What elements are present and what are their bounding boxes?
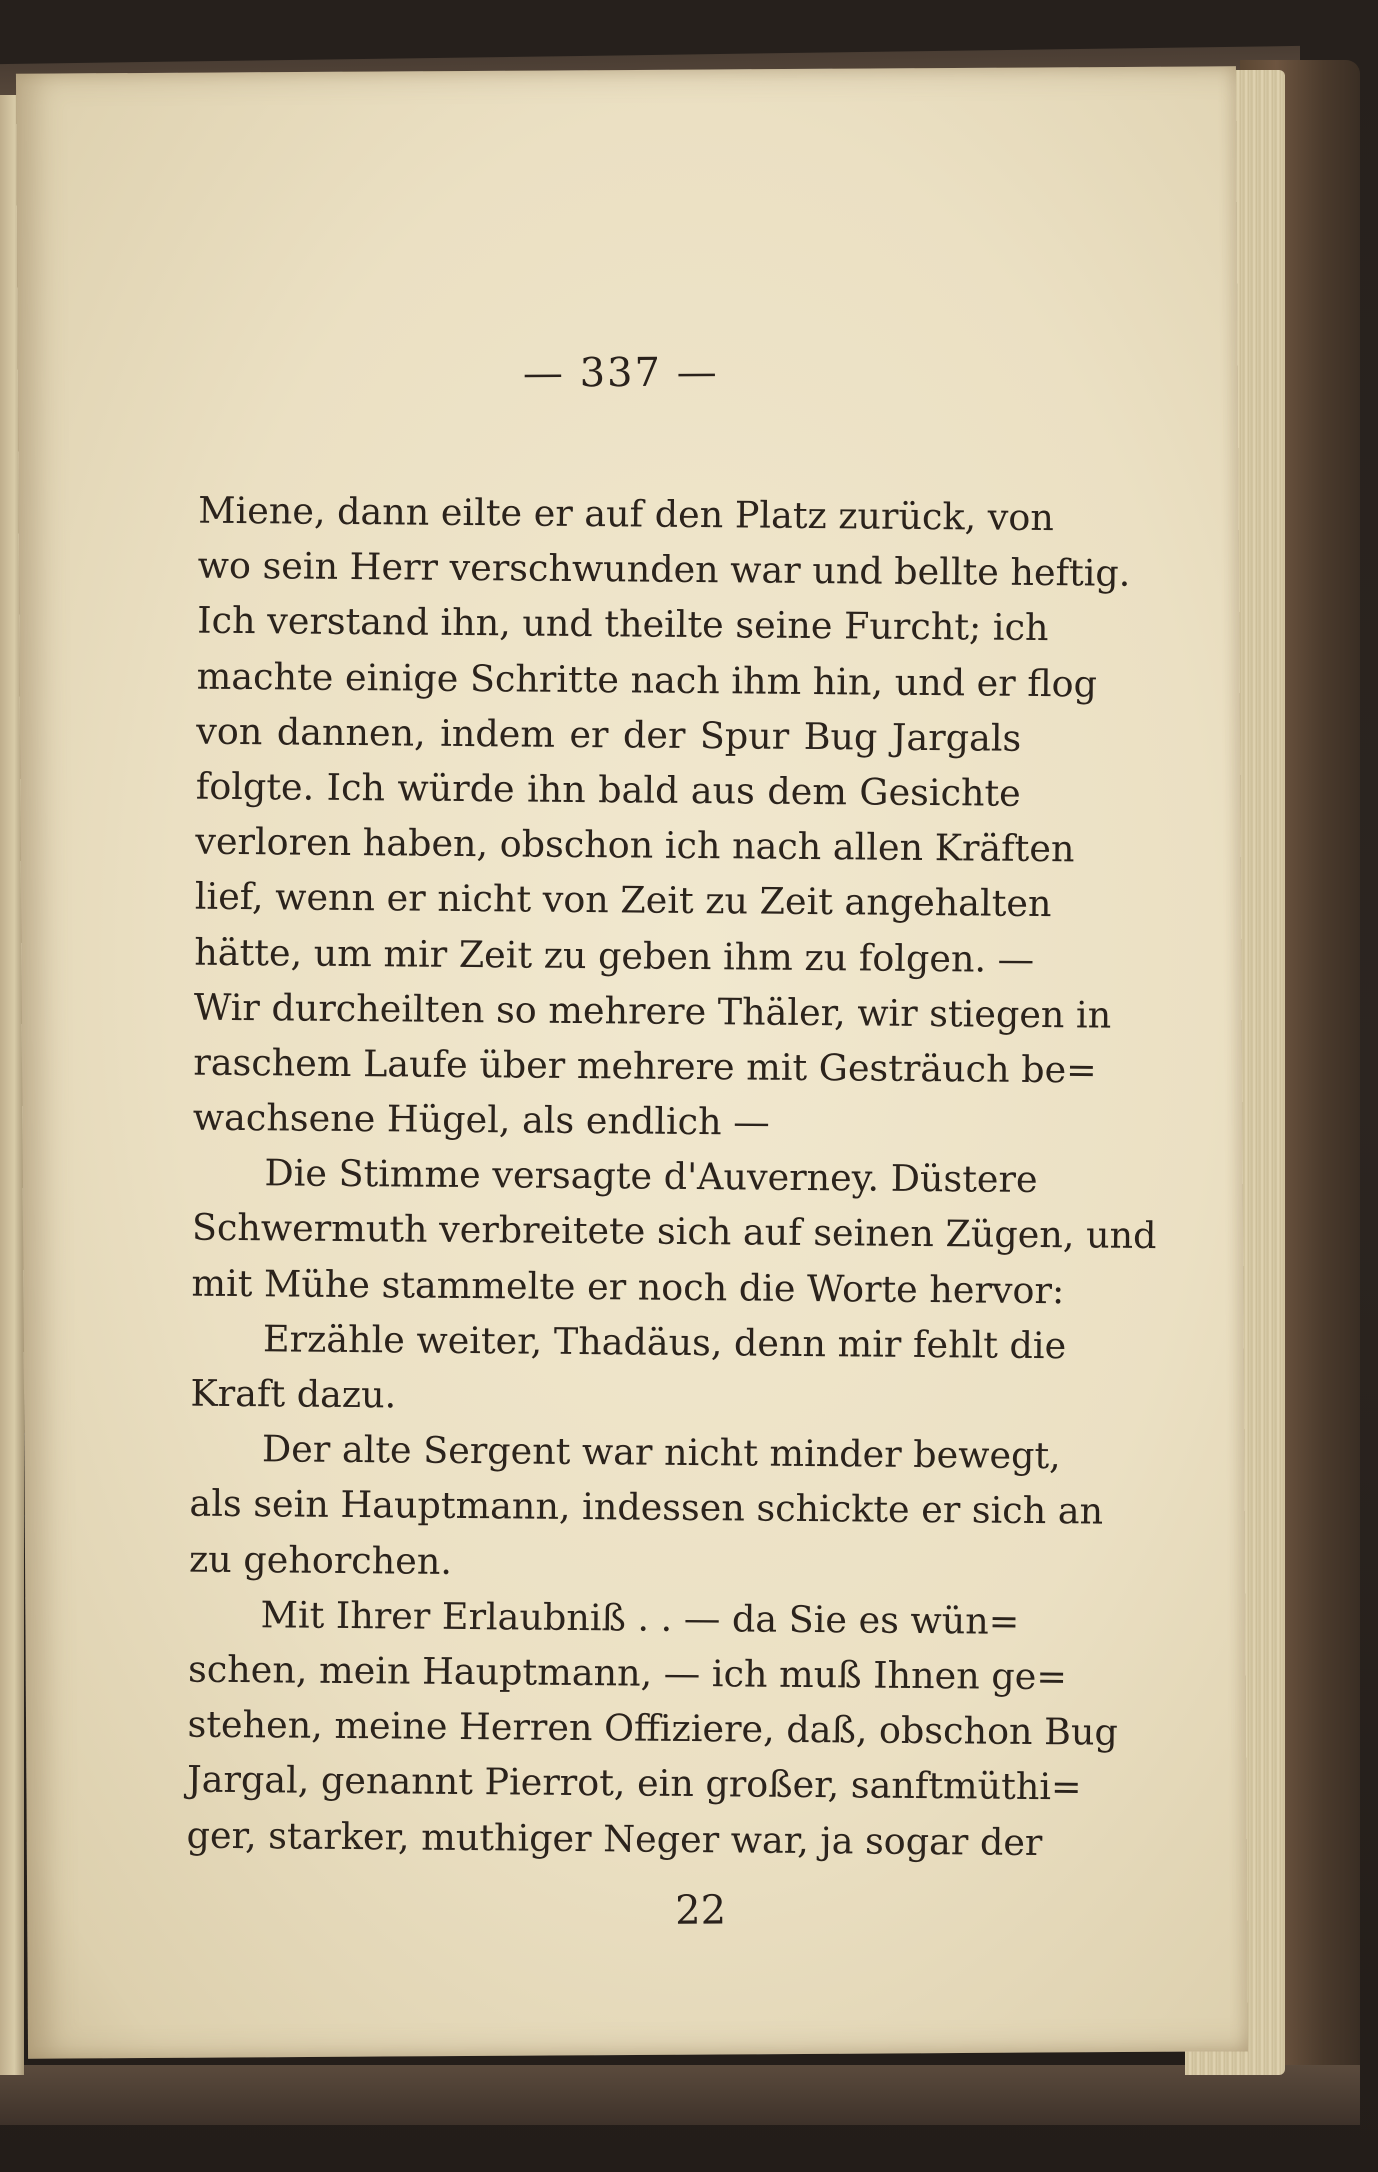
- text-line: mit Mühe stammelte er noch die Worte hervor:: [191, 1261, 1065, 1312]
- text-line: schen, mein Hauptmann, — ich muß Ihnen ge=: [187, 1647, 1068, 1699]
- text-line: Die Stimme versagte d'Auverney. Düstere: [264, 1151, 1038, 1202]
- text-line: Erzähle weiter, Thadäus, denn mir fehlt die: [262, 1317, 1067, 1368]
- text-line: zu gehorchen.: [188, 1537, 453, 1583]
- text-line: raschem Laufe über mehrere mit Gesträuch be=: [193, 1040, 1097, 1092]
- text-line: hätte, um mir Zeit zu geben ihm zu folgen. —: [194, 930, 1035, 981]
- text-line: Der alte Sergent war nicht minder bewegt,: [261, 1427, 1061, 1478]
- text-line: Miene, dann eilte er auf den Platz zurück, von: [198, 488, 1055, 540]
- book-cover-bottom-edge: [0, 2065, 1360, 2125]
- signature-mark: 22: [675, 1887, 727, 1934]
- text-line: Kraft dazu.: [190, 1371, 397, 1417]
- book-page: [16, 66, 1248, 2058]
- text-line: Wir durcheilten so mehrere Thäler, wir stiegen in: [193, 985, 1112, 1037]
- text-line: ger, starker, muthiger Neger war, ja sogar der: [186, 1813, 1043, 1864]
- text-line: folgte. Ich würde ihn bald aus dem Gesichte: [195, 764, 1021, 815]
- text-line: Jargal, genannt Pierrot, ein großer, sanftmüthi=: [186, 1757, 1082, 1809]
- text-line: machte einige Schritte nach ihm hin, und er flog: [196, 654, 1098, 706]
- text-line: von dannen, indem er der Spur Bug Jargals: [196, 709, 1022, 760]
- page-header: — 337 —: [522, 349, 719, 397]
- text-line: stehen, meine Herren Offiziere, daß, obschon Bug: [187, 1702, 1119, 1754]
- text-line: als sein Hauptmann, indessen schickte er sich an: [189, 1481, 1104, 1533]
- text-line: Schwermuth verbreitete sich auf seinen Zügen, und: [191, 1206, 1157, 1258]
- text-line: wachsene Hügel, als endlich —: [192, 1095, 770, 1144]
- text-line: Mit Ihrer Erlaubniß . . — da Sie es wün=: [260, 1592, 1020, 1643]
- text-line: verloren haben, obschon ich nach allen Kräften: [195, 819, 1075, 871]
- text-line: lief, wenn er nicht von Zeit zu Zeit angehalten: [194, 874, 1052, 926]
- text-line: wo sein Herr verschwunden war und bellte heftig.: [197, 543, 1131, 595]
- body-text: [186, 483, 1157, 1870]
- text-line: Ich verstand ihn, und theilte seine Furcht; ich: [197, 599, 1049, 650]
